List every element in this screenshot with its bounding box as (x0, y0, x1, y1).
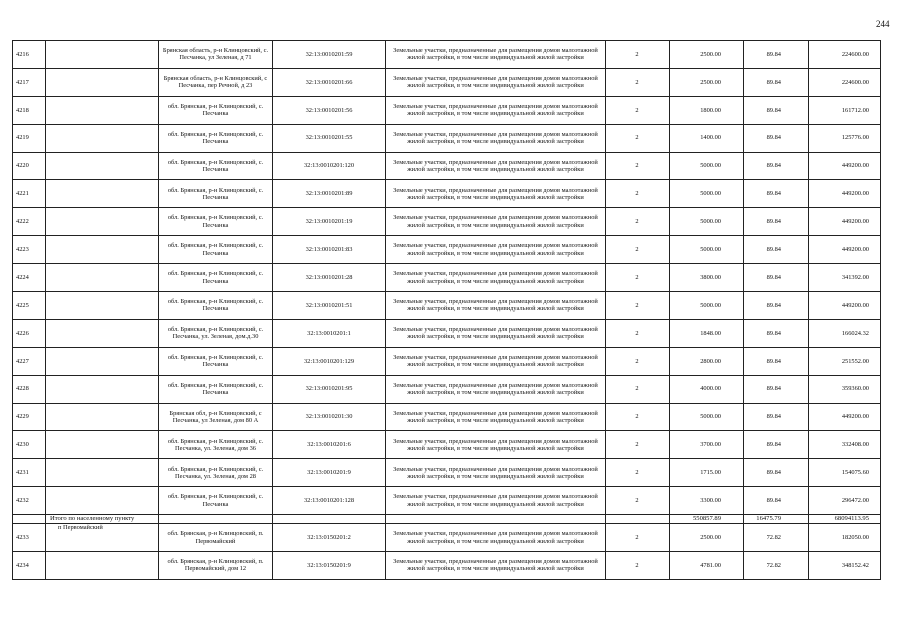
area-cell: 3300.00 (670, 487, 744, 515)
table-row (13, 180, 881, 208)
land-use-cell: Земельные участки, предназначенные для размещения домов малоэтажной жилой застройки, в том числе индивидуальной жилой застройки (386, 403, 606, 431)
row-number: 4228 (13, 375, 46, 403)
table-row (13, 124, 881, 152)
price-cell: 89.84 (744, 41, 809, 69)
table-row (13, 96, 881, 124)
cadastral-number-cell: 32:13:0010201:55 (273, 124, 386, 152)
empty-cell (46, 180, 159, 208)
address-cell: обл. Брянская, р-н Клинцовский, с. Песчанка, ул. Зеленая, дом.д.30 (159, 319, 273, 347)
address-cell: обл. Брянская, р-н Клинцовский, с. Песчанка, ул. Зеленая, дом 28 (159, 459, 273, 487)
cadastral-number-cell: 32:13:0010201:128 (273, 487, 386, 515)
land-use-cell: Земельные участки, предназначенные для размещения домов малоэтажной жилой застройки, в том числе индивидуальной жилой застройки (386, 180, 606, 208)
cadastral-number-cell: 32:13:0010201:56 (273, 96, 386, 124)
category-cell: 2 (606, 375, 670, 403)
address-cell: обл. Брянская, р-н Клинцовский, с. Песчанка (159, 347, 273, 375)
total-label: Итого по населенному пункту (46, 515, 159, 524)
table-row (13, 152, 881, 180)
row-number: 4234 (13, 552, 46, 580)
price-cell: 89.84 (744, 68, 809, 96)
cadastral-number-cell: 32:13:0010201:30 (273, 403, 386, 431)
cadastral-number-cell: 32:13:0010201:95 (273, 375, 386, 403)
empty-cell (46, 68, 159, 96)
category-cell: 2 (606, 552, 670, 580)
price-cell: 89.84 (744, 264, 809, 292)
area-cell: 3800.00 (670, 264, 744, 292)
land-use-cell: Земельные участки, предназначенные для размещения домов малоэтажной жилой застройки, в том числе индивидуальной жилой застройки (386, 96, 606, 124)
category-cell: 2 (606, 180, 670, 208)
total-value: 68094113.95 (809, 515, 881, 524)
land-use-cell: Земельные участки, предназначенные для размещения домов малоэтажной жилой застройки, в том числе индивидуальной жилой застройки (386, 124, 606, 152)
row-number: 4218 (13, 96, 46, 124)
price-cell: 89.84 (744, 431, 809, 459)
area-cell: 3700.00 (670, 431, 744, 459)
address-cell: обл. Брянская, р-н Клинцовский, с. Песчанка, ул. Зеленая, дом 36 (159, 431, 273, 459)
land-use-cell: Земельные участки, предназначенные для размещения домов малоэтажной жилой застройки, в том числе индивидуальной жилой застройки (386, 264, 606, 292)
area-cell: 4000.00 (670, 375, 744, 403)
cadastral-value-cell: 154075.60 (809, 459, 881, 487)
land-use-cell: Земельные участки, предназначенные для размещения домов малоэтажной жилой застройки, в том числе индивидуальной жилой застройки (386, 319, 606, 347)
cadastral-value-cell: 161712.00 (809, 96, 881, 124)
total-row (13, 515, 881, 524)
empty-cell (46, 236, 159, 264)
cadastral-value-cell: 449200.00 (809, 292, 881, 320)
land-use-cell: Земельные участки, предназначенные для размещения домов малоэтажной жилой застройки, в том числе индивидуальной жилой застройки (386, 292, 606, 320)
cadastral-number-cell: 32:13:0010201:6 (273, 431, 386, 459)
cadastral-value-cell: 449200.00 (809, 403, 881, 431)
address-cell: обл. Брянская, р-н Клинцовский, с. Песчанка (159, 180, 273, 208)
cadastral-value-cell: 224600.00 (809, 68, 881, 96)
price-cell: 89.84 (744, 152, 809, 180)
table-row (13, 347, 881, 375)
price-cell: 72.82 (744, 524, 809, 552)
land-use-cell: Земельные участки, предназначенные для размещения домов малоэтажной жилой застройки, в том числе индивидуальной жилой застройки (386, 236, 606, 264)
price-cell: 89.84 (744, 236, 809, 264)
cadastral-number-cell: 32:13:0010201:129 (273, 347, 386, 375)
area-cell: 1848.00 (670, 319, 744, 347)
land-use-cell: Земельные участки, предназначенные для размещения домов малоэтажной жилой застройки, в том числе индивидуальной жилой застройки (386, 152, 606, 180)
total-area: 550857.89 (670, 515, 744, 524)
cadastral-number-cell: 32:13:0010201:28 (273, 264, 386, 292)
cadastral-number-cell: 32:13:0010201:83 (273, 236, 386, 264)
empty-cell (46, 487, 159, 515)
price-cell: 89.84 (744, 124, 809, 152)
land-use-cell: Земельные участки, предназначенные для размещения домов малоэтажной жилой застройки, в том числе индивидуальной жилой застройки (386, 459, 606, 487)
page-number: 244 (876, 19, 890, 29)
area-cell: 4781.00 (670, 552, 744, 580)
row-number: 4230 (13, 431, 46, 459)
cadastral-value-cell: 125776.00 (809, 124, 881, 152)
table-row (13, 68, 881, 96)
category-cell: 2 (606, 208, 670, 236)
empty-cell (273, 515, 386, 524)
cadastral-number-cell: 32:13:0010201:9 (273, 459, 386, 487)
cadastral-value-cell: 449200.00 (809, 236, 881, 264)
land-use-cell: Земельные участки, предназначенные для размещения домов малоэтажной жилой застройки, в том числе индивидуальной жилой застройки (386, 524, 606, 552)
address-cell: Брянская обл, р-н Клинцовский, с Песчанка, ул Зеленая, дом 80 А (159, 403, 273, 431)
empty-cell (46, 459, 159, 487)
cadastral-value-cell: 251552.00 (809, 347, 881, 375)
land-use-cell: Земельные участки, предназначенные для размещения домов малоэтажной жилой застройки, в том числе индивидуальной жилой застройки (386, 552, 606, 580)
area-cell: 1400.00 (670, 124, 744, 152)
row-number: 4220 (13, 152, 46, 180)
address-cell: обл. Брянская, р-н Клинцовский, с. Песчанка (159, 236, 273, 264)
row-number: 4223 (13, 236, 46, 264)
cadastral-value-cell: 296472.00 (809, 487, 881, 515)
area-cell: 1800.00 (670, 96, 744, 124)
row-number: 4227 (13, 347, 46, 375)
price-cell: 89.84 (744, 403, 809, 431)
total-price: 16475.79 (744, 515, 809, 524)
cadastral-number-cell: 32:13:0010201:51 (273, 292, 386, 320)
category-cell: 2 (606, 96, 670, 124)
empty-cell (606, 515, 670, 524)
cadastral-value-cell: 341392.00 (809, 264, 881, 292)
area-cell: 5000.00 (670, 236, 744, 264)
empty-cell (386, 515, 606, 524)
area-cell: 5000.00 (670, 292, 744, 320)
empty-cell (46, 347, 159, 375)
cadastral-number-cell: 32:13:0010201:1 (273, 319, 386, 347)
cadastral-value-cell: 449200.00 (809, 152, 881, 180)
table-row (13, 319, 881, 347)
address-cell: обл. Брянская, р-н Клинцовский, с. Песчанка (159, 487, 273, 515)
price-cell: 89.84 (744, 487, 809, 515)
land-use-cell: Земельные участки, предназначенные для размещения домов малоэтажной жилой застройки, в том числе индивидуальной жилой застройки (386, 41, 606, 69)
category-cell: 2 (606, 524, 670, 552)
table-row (13, 459, 881, 487)
cadastral-value-cell: 224600.00 (809, 41, 881, 69)
category-cell: 2 (606, 487, 670, 515)
land-use-cell: Земельные участки, предназначенные для размещения домов малоэтажной жилой застройки, в том числе индивидуальной жилой застройки (386, 347, 606, 375)
cadastral-number-cell: 32:13:0010201:66 (273, 68, 386, 96)
area-cell: 1715.00 (670, 459, 744, 487)
cadastral-value-cell: 166024.32 (809, 319, 881, 347)
land-use-cell: Земельные участки, предназначенные для размещения домов малоэтажной жилой застройки, в том числе индивидуальной жилой застройки (386, 68, 606, 96)
address-cell: обл. Брянская, р-н Клинцовский, с. Песчанка (159, 96, 273, 124)
area-cell: 2500.00 (670, 41, 744, 69)
price-cell: 89.84 (744, 375, 809, 403)
empty-cell (46, 208, 159, 236)
category-cell: 2 (606, 41, 670, 69)
settlement-heading: п Первомайский (46, 524, 159, 552)
area-cell: 5000.00 (670, 403, 744, 431)
address-cell: обл. Брянская, р-н Клинцовский, с. Песчанка (159, 264, 273, 292)
row-number: 4216 (13, 41, 46, 69)
area-cell: 2500.00 (670, 524, 744, 552)
category-cell: 2 (606, 152, 670, 180)
cadastral-number-cell: 32:13:0150201:2 (273, 524, 386, 552)
empty-cell (46, 431, 159, 459)
land-use-cell: Земельные участки, предназначенные для размещения домов малоэтажной жилой застройки, в том числе индивидуальной жилой застройки (386, 208, 606, 236)
empty-cell (46, 403, 159, 431)
empty-cell (46, 319, 159, 347)
area-cell: 5000.00 (670, 180, 744, 208)
empty-cell (46, 41, 159, 69)
empty-cell (46, 152, 159, 180)
category-cell: 2 (606, 319, 670, 347)
cadastral-value-cell: 449200.00 (809, 180, 881, 208)
empty-cell (159, 515, 273, 524)
row-number: 4221 (13, 180, 46, 208)
row-number: 4224 (13, 264, 46, 292)
category-cell: 2 (606, 431, 670, 459)
category-cell: 2 (606, 403, 670, 431)
table-row (13, 41, 881, 69)
cadastral-value-cell: 449200.00 (809, 208, 881, 236)
cadastral-value-cell: 359360.00 (809, 375, 881, 403)
price-cell: 89.84 (744, 96, 809, 124)
price-cell: 89.84 (744, 292, 809, 320)
category-cell: 2 (606, 292, 670, 320)
row-number: 4217 (13, 68, 46, 96)
address-cell: обл. Брянская, р-н Клинцовский, с. Песчанка (159, 375, 273, 403)
table-row (13, 552, 881, 580)
table-row (13, 487, 881, 515)
empty-cell (46, 124, 159, 152)
row-number: 4231 (13, 459, 46, 487)
address-cell: Брянская область, р-н Клинцовский, с. Песчанка, ул Зеленая, д 71 (159, 41, 273, 69)
table-row (13, 524, 881, 552)
cadastral-value-cell: 182050.00 (809, 524, 881, 552)
row-number: 4233 (13, 524, 46, 552)
area-cell: 2800.00 (670, 347, 744, 375)
table-row (13, 375, 881, 403)
table-row (13, 236, 881, 264)
address-cell: обл. Брянская, р-н Клинцовский, п. Первомайский, дом 12 (159, 552, 273, 580)
address-cell: обл. Брянская, р-н Клинцовский, с. Песчанка (159, 292, 273, 320)
table-row (13, 292, 881, 320)
cadastral-value-cell: 332408.00 (809, 431, 881, 459)
category-cell: 2 (606, 68, 670, 96)
cadastral-number-cell: 32:13:0010201:59 (273, 41, 386, 69)
row-number: 4226 (13, 319, 46, 347)
land-use-cell: Земельные участки, предназначенные для размещения домов малоэтажной жилой застройки, в том числе индивидуальной жилой застройки (386, 487, 606, 515)
table-row (13, 403, 881, 431)
row-number: 4229 (13, 403, 46, 431)
cadastral-number-cell: 32:13:0010201:19 (273, 208, 386, 236)
price-cell: 89.84 (744, 319, 809, 347)
area-cell: 5000.00 (670, 152, 744, 180)
category-cell: 2 (606, 236, 670, 264)
category-cell: 2 (606, 459, 670, 487)
empty-cell (46, 292, 159, 320)
empty-cell (46, 264, 159, 292)
row-number: 4219 (13, 124, 46, 152)
land-use-cell: Земельные участки, предназначенные для размещения домов малоэтажной жилой застройки, в том числе индивидуальной жилой застройки (386, 375, 606, 403)
price-cell: 72.82 (744, 552, 809, 580)
category-cell: 2 (606, 124, 670, 152)
table-row (13, 208, 881, 236)
cadastral-value-cell: 348152.42 (809, 552, 881, 580)
cadastral-number-cell: 32:13:0010201:120 (273, 152, 386, 180)
price-cell: 89.84 (744, 347, 809, 375)
land-plots-table (12, 40, 881, 580)
land-use-cell: Земельные участки, предназначенные для размещения домов малоэтажной жилой застройки, в том числе индивидуальной жилой застройки (386, 431, 606, 459)
price-cell: 89.84 (744, 459, 809, 487)
category-cell: 2 (606, 347, 670, 375)
table-row (13, 431, 881, 459)
row-number: 4225 (13, 292, 46, 320)
empty-cell (46, 552, 159, 580)
address-cell: обл. Брянская, р-н Клинцовский, с. Песчанка (159, 208, 273, 236)
category-cell: 2 (606, 264, 670, 292)
row-number: 4232 (13, 487, 46, 515)
address-cell: обл. Брянская, р-н Клинцовский, с. Песчанка (159, 124, 273, 152)
area-cell: 5000.00 (670, 208, 744, 236)
cadastral-number-cell: 32:13:0150201:9 (273, 552, 386, 580)
empty-cell (13, 515, 46, 524)
price-cell: 89.84 (744, 208, 809, 236)
empty-cell (46, 375, 159, 403)
address-cell: обл. Брянская, р-н Клинцовский, п. Первомайский (159, 524, 273, 552)
row-number: 4222 (13, 208, 46, 236)
address-cell: обл. Брянская, р-н Клинцовский, с. Песчанка (159, 152, 273, 180)
area-cell: 2500.00 (670, 68, 744, 96)
address-cell: Брянская область, р-н Клинцовский, с Песчанка, пер Речной, д 23 (159, 68, 273, 96)
cadastral-number-cell: 32:13:0010201:89 (273, 180, 386, 208)
table-row (13, 264, 881, 292)
price-cell: 89.84 (744, 180, 809, 208)
empty-cell (46, 96, 159, 124)
